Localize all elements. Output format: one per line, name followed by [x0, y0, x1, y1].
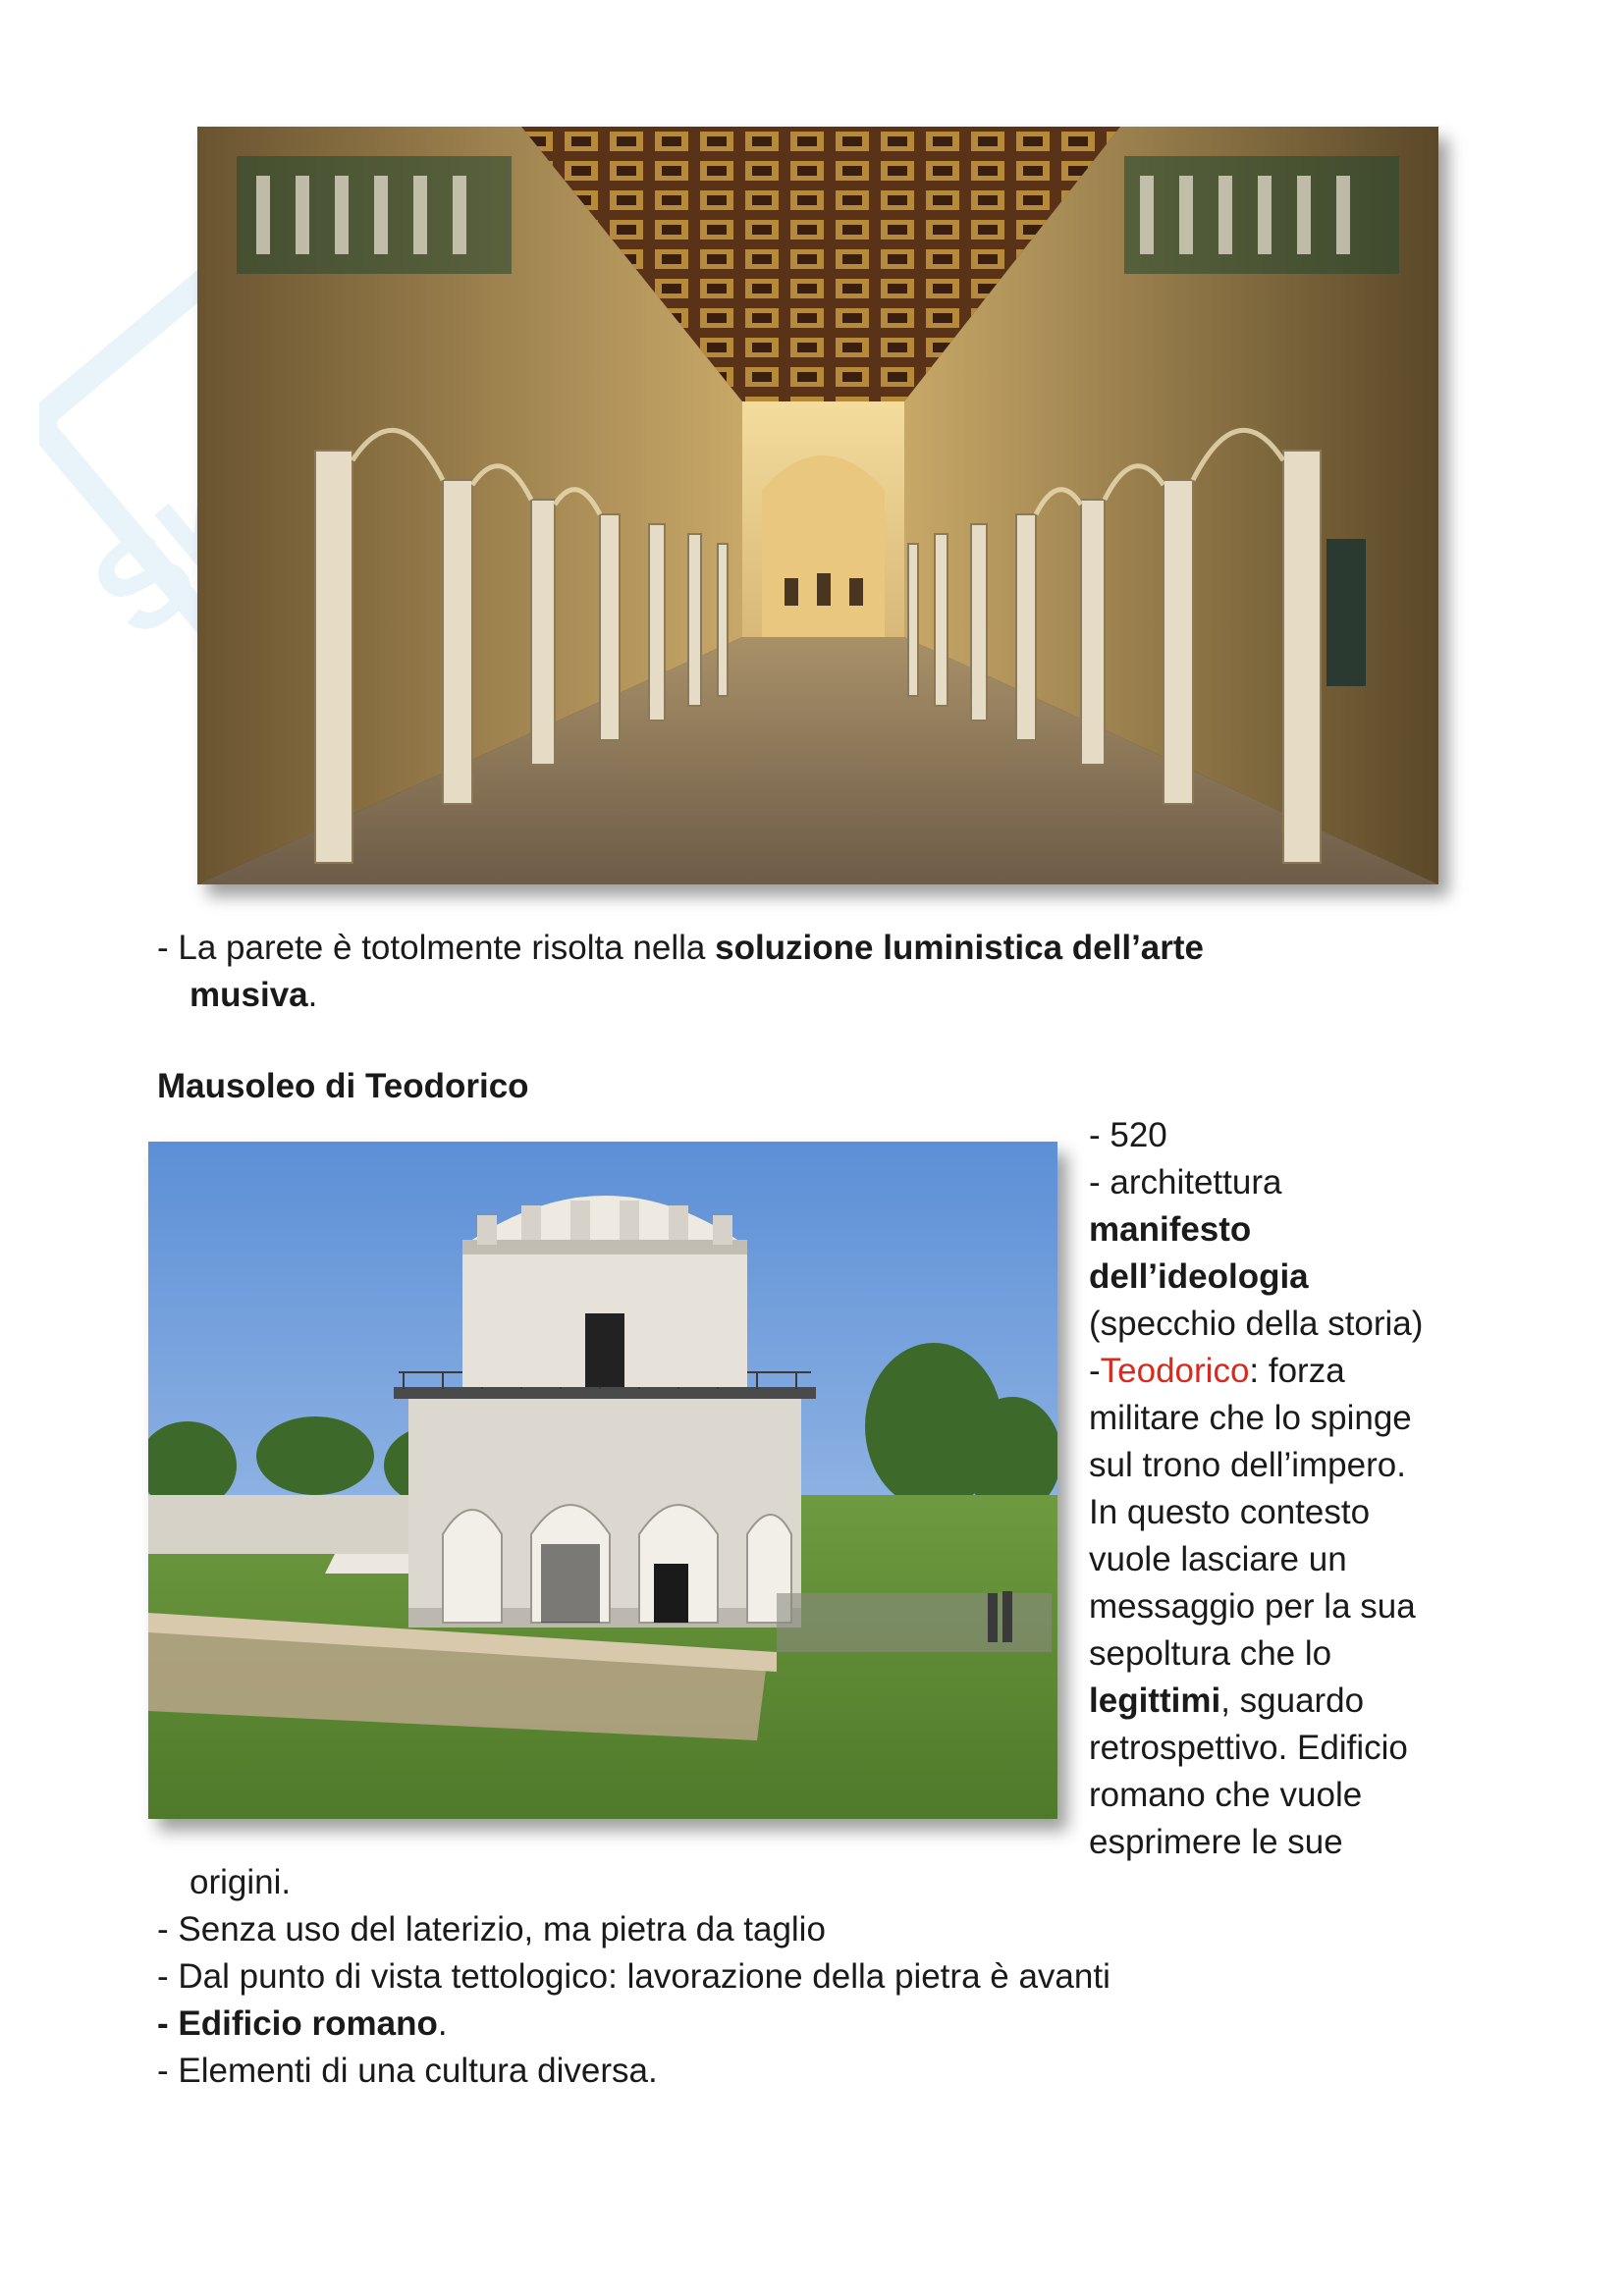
- mausoleum-photo: [148, 1142, 1057, 1819]
- list-item: [157, 2001, 1532, 2048]
- side-line: vuole lasciare un: [1089, 1540, 1347, 1578]
- para1-prefix: - La parete è totolmente risolta nella: [157, 929, 716, 967]
- side-line: - 520: [1089, 1116, 1167, 1154]
- side-line: - architettura: [1089, 1163, 1282, 1201]
- para1-bold2: musiva: [189, 976, 308, 1014]
- mausoleum-photo-icon: [148, 1142, 1057, 1819]
- side-text: : forza: [1249, 1352, 1345, 1390]
- side-line: messaggio per la sua: [1089, 1587, 1416, 1626]
- list-bold: Edificio romano: [178, 2004, 438, 2043]
- side-line: retrospettivo. Edificio: [1089, 1729, 1408, 1767]
- mausoleum-description: [1089, 1112, 1599, 1866]
- side-line: esprimere le sue: [1089, 1823, 1343, 1861]
- side-line: (specchio della storia): [1089, 1305, 1424, 1343]
- para1-suffix: .: [307, 976, 318, 1014]
- side-line: militare che lo spinge: [1089, 1399, 1412, 1437]
- mausoleum-list: [157, 1859, 1532, 2095]
- list-item: - Dal punto di vista tettologico: lavorazione della pietra è avanti: [157, 1957, 1110, 1996]
- side-text: , sguardo: [1220, 1682, 1365, 1720]
- side-line: sepoltura che lo: [1089, 1634, 1332, 1673]
- para1-bold1: soluzione luministica dell’arte: [715, 929, 1205, 967]
- side-line: In questo contesto: [1089, 1493, 1371, 1531]
- paragraph-parete: [157, 925, 1434, 1019]
- side-bold: legittimi: [1089, 1682, 1221, 1720]
- side-dash: -: [1089, 1352, 1101, 1390]
- list-continuation: origini.: [189, 1863, 292, 1901]
- list-item: - Elementi di una cultura diversa.: [157, 2052, 658, 2090]
- side-bold: manifesto: [1089, 1210, 1252, 1249]
- teodorico-highlight: Teodorico: [1100, 1352, 1250, 1390]
- basilica-photo: [197, 127, 1438, 884]
- side-bold: dell’ideologia: [1089, 1257, 1309, 1296]
- basilica-interior-photo-icon: [197, 127, 1438, 884]
- side-line: sul trono dell’impero.: [1089, 1446, 1406, 1484]
- list-item: - Senza uso del laterizio, ma pietra da taglio: [157, 1910, 826, 1949]
- side-line: romano che vuole: [1089, 1776, 1363, 1814]
- list-dash: -: [157, 2004, 179, 2043]
- section-heading: Mausoleo di Teodorico: [157, 1067, 529, 1105]
- list-text: .: [437, 2004, 448, 2043]
